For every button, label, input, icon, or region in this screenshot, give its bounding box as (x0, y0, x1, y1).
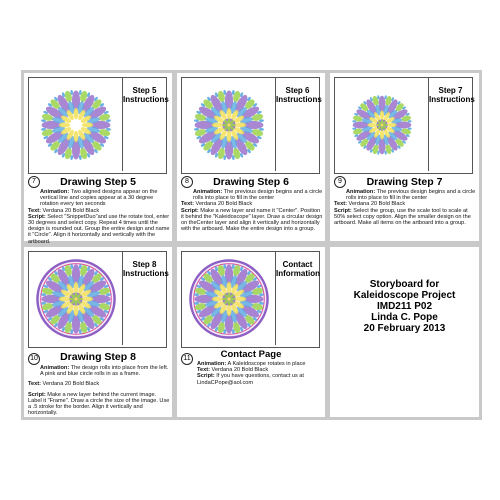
animation-text: Two aligned designs appear on the vertical line and copies appear at a 30 degree rotation every ten seconds (40, 189, 158, 208)
frame-title: Contact Page (220, 349, 282, 360)
instructions-line-2: Instructions (429, 95, 475, 104)
animation-label: Animation: (40, 189, 70, 195)
script-text: Make a new layer and name it "Center". Position it behind the "Kaleidoscope" layer. Draw a circular design on theCenter layer and align it vertically and horizontally with the artboard. Make the entire design into a group. (181, 207, 323, 233)
text-label: Text: (28, 381, 41, 388)
instructions-line-2: Instructions (276, 95, 322, 104)
frame-notes (181, 189, 323, 232)
frame-title: Drawing Step 6 (213, 176, 289, 188)
script-text: Select the group, use the scale tool to scale at 50% select copy option. Align the smaller design on the artboard. Make all items on the artboard into a group. (334, 207, 471, 227)
script-label: Script: (28, 391, 46, 398)
animation-label: Animation: (197, 361, 227, 367)
kaleidoscope-image (35, 84, 117, 166)
frame-title: Drawing Step 8 (60, 351, 136, 363)
text-font: Verdana 20 Bold Black (42, 207, 100, 214)
text-font: Verdana 20 Bold Black (42, 381, 100, 388)
frame-notes (334, 189, 477, 226)
frame-drawing-step-5 (24, 73, 172, 245)
instructions-line-2: Instructions (123, 269, 169, 278)
animation-text: A Kaleidoscope rotates in place (227, 361, 306, 367)
script-text: If you have questions, contact us at LindaCPope@aol.com (197, 373, 304, 386)
animation-text: The design rolls into place from the left. A pink and blue circle rolls in as a frame. (40, 365, 169, 378)
instructions-line-1: Step 7 (438, 86, 463, 95)
text-font: Verdana 20 Bold Black (211, 367, 269, 374)
instructions-line-1: Step 5 (132, 86, 157, 95)
frame-title: Drawing Step 7 (366, 176, 443, 188)
storyboard-title (330, 279, 479, 334)
instructions-box (122, 78, 169, 171)
script-label: Script: (28, 213, 46, 220)
frame-drawing-step-8 (24, 247, 172, 417)
storyboard-line-1: Storyboard for (369, 279, 440, 290)
frame-drawing-step-7 (330, 73, 479, 241)
instructions-box (275, 252, 319, 345)
storyboard-line-3: IMD211 P02 (376, 301, 433, 312)
animation-label: Animation: (193, 189, 223, 195)
script-text: Select "SnippetDuo"and use the rotate tool, enter 30 degrees and select copy. Repeat 4 times until the design is rounded out. Group the entire design and name it "Circle". Align it horizontally and vertically with the artboard. (28, 213, 170, 245)
instructions-box (122, 252, 169, 345)
instructions-line-1: Step 6 (285, 86, 310, 95)
animation-label: Animation: (40, 365, 70, 371)
instructions-box (275, 78, 322, 171)
instructions-box (428, 78, 475, 171)
frame-notes (28, 189, 170, 245)
screen-mockup (334, 77, 473, 174)
frame-number-badge: 10 (28, 353, 40, 365)
script-label: Script: (181, 207, 199, 214)
animation-label: Animation: (346, 189, 376, 195)
storyboard-line-4: Linda C. Pope (371, 312, 438, 323)
screen-mockup (28, 77, 167, 174)
screen-mockup (28, 251, 167, 348)
frame-notes (28, 365, 170, 416)
storyboard-title-card (330, 247, 479, 417)
storyboard-line-2: Kaleidoscope Project (353, 290, 456, 301)
instructions-line-1: Step 8 (132, 260, 157, 269)
script-label: Script: (197, 373, 215, 380)
instructions-line-2: Information (276, 269, 320, 278)
text-label: Text: (28, 207, 41, 214)
storyboard-line-5: 20 February 2013 (363, 323, 446, 334)
frame-number-badge: 9 (334, 176, 346, 188)
frame-number-badge: 7 (28, 176, 40, 188)
frame-notes (181, 361, 323, 386)
frame-number-badge: 11 (181, 353, 193, 365)
frame-drawing-step-6 (177, 73, 325, 241)
kaleidoscope-image (341, 84, 423, 166)
frame-title: Drawing Step 5 (60, 176, 136, 188)
screen-mockup (181, 77, 320, 174)
animation-text: The previous design begins and a circle rolls into place to fill in the center (346, 189, 476, 202)
text-font: Verdana 20 Bold Black (348, 201, 406, 208)
text-label: Text: (334, 201, 347, 208)
screen-mockup (181, 251, 320, 348)
script-label: Script: (334, 207, 352, 214)
kaleidoscope-image (188, 258, 270, 340)
text-label: Text: (181, 201, 194, 208)
instructions-line-2: Instructions (123, 95, 169, 104)
kaleidoscope-image (188, 84, 270, 166)
storyboard-grid (21, 70, 482, 420)
instructions-line-1: Contact (282, 260, 313, 269)
frame-number-badge: 8 (181, 176, 193, 188)
animation-text: The previous design begins and a circle rolls into place to fill in the center (193, 189, 323, 202)
text-font: Verdana 20 Bold Black (195, 201, 253, 208)
kaleidoscope-image (35, 258, 117, 340)
script-text: Make a new layer behind the current image. Label it "Frame". Draw a circle the size of the image. Use a .5 stroke for the border. Align it vertically and horizontally. (28, 391, 170, 417)
frame-contact-page (177, 247, 325, 417)
text-label: Text: (197, 367, 210, 374)
